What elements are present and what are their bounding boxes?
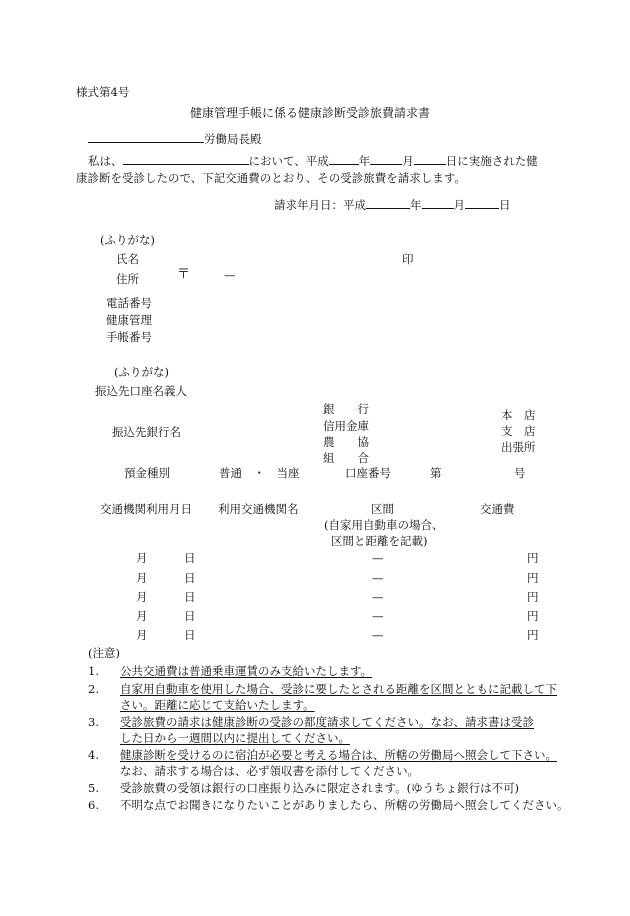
row-yen: 円 [527, 590, 539, 604]
note-num: 3. [88, 715, 99, 729]
row-dash: — [372, 590, 384, 604]
institution-type-2: 信用金庫 [323, 419, 369, 433]
exam-year-field[interactable] [329, 153, 359, 165]
row-dash: — [372, 551, 384, 565]
request-month-label: 月 [453, 198, 465, 212]
intro-year-label: 年 [358, 154, 371, 168]
intro-text-2: において、平成 [248, 154, 329, 168]
postal-mark-icon: 〒 [177, 267, 191, 282]
row-month: 月 [136, 590, 148, 604]
handbook-label-1: 健康管理 [106, 313, 152, 327]
note-text: 受診旅費の受領は銀行の口座振り込みに限定されます。(ゆうちょ銀行は不可) [120, 781, 520, 795]
row-day: 日 [184, 628, 196, 642]
request-year-label: 年 [410, 198, 422, 212]
phone-label: 電話番号 [106, 296, 152, 310]
row-day: 日 [184, 551, 196, 565]
request-day-label: 日 [499, 198, 511, 212]
row-month: 月 [136, 551, 148, 565]
intro-line-1 [88, 153, 538, 168]
col-date-header: 交通機関利用月日 [100, 502, 192, 516]
bureau-name-field[interactable] [88, 131, 204, 143]
note-num: 6. [88, 798, 99, 812]
note-text: 受診旅費の請求は健康診断の受診の都度請求してください。なお、請求書は受診 [120, 715, 534, 729]
note-text-cont: した日から一週間以内に提出してください。 [120, 731, 350, 745]
request-year-field[interactable] [366, 197, 410, 209]
intro-month-label: 月 [402, 154, 414, 168]
exam-day-field[interactable] [414, 153, 446, 165]
name-label: 氏名 [116, 252, 139, 266]
row-yen: 円 [527, 571, 539, 585]
account-number-label: 口座番号 [345, 466, 391, 480]
row-month: 月 [136, 628, 148, 642]
request-day-field[interactable] [465, 197, 499, 209]
request-month-field[interactable] [422, 197, 454, 209]
applicant-furigana: (ふりがな) [100, 233, 155, 247]
note-num: 5. [88, 781, 99, 795]
account-holder-label: 振込先口座名義人 [95, 384, 187, 398]
note-text: 自家用自動車を使用した場合、受診に要したとされる距離を区間とともに記載して下 [120, 682, 557, 696]
note-text-cont: さい。距離に応じて支給いたします。 [120, 698, 315, 712]
row-yen: 円 [527, 609, 539, 623]
exam-month-field[interactable] [370, 153, 402, 165]
branch-type-3: 出張所 [501, 440, 536, 454]
branch-type-1: 本 店 [501, 408, 536, 422]
addressee-label: 労働局長殿 [204, 132, 262, 146]
form-title: 健康管理手帳に係る健康診断受診旅費請求書 [190, 106, 431, 120]
note-num: 1. [88, 664, 99, 678]
intro-text-1: 私は、 [88, 154, 123, 168]
intro-text-3: 日に実施された健 [445, 154, 538, 168]
branch-type-2: 支 店 [501, 424, 536, 438]
venue-field[interactable] [123, 153, 249, 165]
row-month: 月 [136, 571, 148, 585]
form-number: 様式第4号 [76, 85, 130, 99]
note-num: 4. [88, 748, 99, 762]
row-dash: — [372, 609, 384, 623]
postal-dash: — [224, 268, 236, 282]
section-note-2: 区間と距離を記載) [331, 534, 428, 548]
col-section-header: 区間 [371, 502, 394, 516]
account-go: 号 [514, 466, 526, 480]
note-text: 公共交通費は普通乗車運賃のみ支給いたします。 [120, 664, 373, 678]
request-date [274, 197, 511, 212]
row-day: 日 [184, 571, 196, 585]
bank-name-label: 振込先銀行名 [112, 425, 181, 439]
col-carrier-header: 利用交通機関名 [218, 502, 299, 516]
col-fare-header: 交通費 [480, 502, 515, 516]
handbook-label-2: 手帳番号 [106, 330, 152, 344]
section-note-1: (自家用自動車の場合、 [324, 518, 444, 532]
seal-mark: 印 [402, 252, 414, 266]
note-text-cont: なお、請求する場合は、必ず領収書を添付してください。 [120, 764, 419, 778]
intro-line-2: 康診断を受診したので、下記交通費のとおり、その受診旅費を請求します。 [76, 171, 466, 185]
institution-type-4: 組 合 [323, 451, 369, 465]
note-text: 不明な点でお聞きになりたいことがありましたら、所轄の労働局へ照会してください。 [120, 798, 569, 812]
account-furigana: (ふりがな) [114, 365, 169, 379]
row-dash: — [372, 628, 384, 642]
row-yen: 円 [527, 551, 539, 565]
notes-heading: (注意) [88, 646, 120, 660]
row-day: 日 [184, 609, 196, 623]
account-dai: 第 [430, 466, 442, 480]
note-text: 健康診断を受けるのに宿泊が必要と考える場合は、所轄の労働局へ照会して下さい。 [120, 748, 557, 762]
row-month: 月 [136, 609, 148, 623]
row-dash: — [372, 571, 384, 585]
note-num: 2. [88, 682, 99, 696]
row-day: 日 [184, 590, 196, 604]
addressee-line [88, 131, 262, 146]
deposit-type-options[interactable]: 普通 ・ 当座 [219, 466, 300, 480]
institution-type-3: 農 協 [323, 435, 369, 449]
row-yen: 円 [527, 628, 539, 642]
address-label: 住所 [116, 272, 139, 286]
deposit-type-label: 預金種別 [124, 466, 170, 480]
request-date-label: 請求年月日：平成 [274, 198, 366, 212]
institution-type-1: 銀 行 [323, 402, 369, 416]
